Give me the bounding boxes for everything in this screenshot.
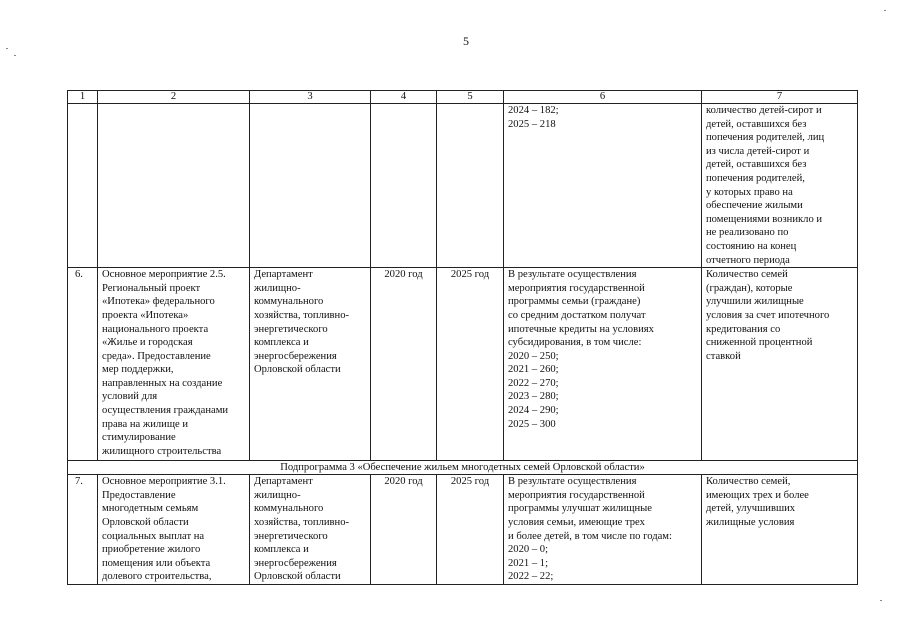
cell-text-line: имеющих трех и более bbox=[706, 489, 809, 501]
cell-text-line: 2025 – 300 bbox=[508, 418, 556, 430]
subprogram-row bbox=[68, 461, 858, 475]
row-number: 6. bbox=[68, 268, 98, 461]
cell-text-line: энергосбережения bbox=[254, 350, 337, 362]
cell-text-line: кредитования со bbox=[706, 323, 781, 335]
row-number: 7. bbox=[68, 475, 98, 585]
cell-text-line: жилищно- bbox=[254, 489, 301, 501]
cell-text-line: среда». Предоставление bbox=[102, 350, 211, 362]
cell-text-line: 2020 – 250; bbox=[508, 350, 559, 362]
cell-text-line: жилищно- bbox=[254, 282, 301, 294]
cell-text-line: 2022 – 22; bbox=[508, 571, 554, 583]
cell-text-line: коммунального bbox=[254, 296, 324, 308]
cell-text-line: Орловской области bbox=[254, 364, 341, 376]
cell-text-line: коммунального bbox=[254, 503, 324, 515]
cell-text-line: 2025 – 218 bbox=[508, 118, 556, 130]
cell-indicator bbox=[702, 104, 858, 268]
column-number-row bbox=[68, 91, 858, 104]
measure-name bbox=[98, 475, 250, 585]
cell-empty bbox=[371, 104, 437, 268]
cell-text-line: приобретение жилого bbox=[102, 544, 201, 556]
cell-text-line: Региональный проект bbox=[102, 282, 201, 294]
cell-empty bbox=[437, 104, 504, 268]
cell-text-line: 2021 – 260; bbox=[508, 364, 559, 376]
column-number: 2 bbox=[98, 91, 250, 104]
cell-text-line: попечения родителей, лиц bbox=[706, 132, 825, 144]
end-year: 2025 год bbox=[437, 268, 504, 461]
measure-name bbox=[98, 268, 250, 461]
cell-text-line: Основное мероприятие 3.1. bbox=[102, 476, 226, 488]
cell-text-line: ипотечные кредиты на условиях bbox=[508, 323, 654, 335]
cell-text-line: помещениями возникло и bbox=[706, 213, 823, 225]
cell-text-line: права на жилище и bbox=[102, 418, 189, 430]
cell-text-line: помещения или объекта bbox=[102, 557, 211, 569]
column-number: 5 bbox=[437, 91, 504, 104]
cell-empty bbox=[68, 104, 98, 268]
cell-text-line: «Жилье и городская bbox=[102, 337, 193, 349]
column-number: 6 bbox=[504, 91, 702, 104]
cell-text-line: 2023 – 280; bbox=[508, 391, 559, 403]
expected-result bbox=[504, 268, 702, 461]
cell-text-line: 2024 – 182; bbox=[508, 105, 559, 116]
cell-text-line: осуществления гражданами bbox=[102, 405, 229, 417]
cell-text-line: 2021 – 1; bbox=[508, 557, 549, 569]
cell-text-line: у которых право на bbox=[706, 186, 793, 198]
table-row-continuation bbox=[68, 104, 858, 268]
cell-text-line: из числа детей-сирот и bbox=[706, 145, 810, 157]
cell-text-line: «Ипотека» федерального bbox=[102, 296, 215, 308]
cell-text-line: энергетического bbox=[254, 323, 328, 335]
cell-text-line: количество детей-сирот и bbox=[706, 105, 822, 116]
cell-text-line: мероприятия государственной bbox=[508, 282, 645, 294]
cell-text-line: сниженной процентной bbox=[706, 337, 813, 349]
cell-text-line: со средним достатком получат bbox=[508, 309, 646, 321]
cell-text-line: мероприятия государственной bbox=[508, 489, 645, 501]
cell-text-line: стимулирование bbox=[102, 432, 176, 444]
column-number: 7 bbox=[702, 91, 858, 104]
measures-table bbox=[67, 90, 858, 585]
cell-text-line: долевого строительства, bbox=[102, 571, 212, 583]
cell-text-line: отчетного периода bbox=[706, 254, 790, 266]
scan-speck bbox=[6, 48, 8, 49]
expected-result bbox=[504, 475, 702, 585]
cell-text-line: 2024 – 290; bbox=[508, 405, 559, 417]
cell-empty bbox=[250, 104, 371, 268]
start-year: 2020 год bbox=[371, 475, 437, 585]
cell-text-line: Предоставление bbox=[102, 489, 176, 501]
page-number: 5 bbox=[463, 34, 469, 48]
cell-text-line: 2020 – 0; bbox=[508, 544, 549, 556]
column-number: 1 bbox=[68, 91, 98, 104]
cell-text-line: (граждан), которые bbox=[706, 282, 793, 294]
cell-text-line: хозяйства, топливно- bbox=[254, 309, 350, 321]
cell-text-line: энергосбережения bbox=[254, 557, 337, 569]
scan-speck bbox=[884, 10, 886, 11]
subprogram-title: Подпрограмма 3 «Обеспечение жильем многодетных семей Орловской области» bbox=[68, 461, 858, 475]
scan-speck bbox=[14, 55, 16, 56]
cell-text-line: мер поддержки, bbox=[102, 364, 174, 376]
cell-text-line: проекта «Ипотека» bbox=[102, 309, 189, 321]
cell-text-line: энергетического bbox=[254, 530, 328, 542]
cell-text-line: комплекса и bbox=[254, 544, 309, 556]
indicator bbox=[702, 475, 858, 585]
indicator bbox=[702, 268, 858, 461]
column-number: 3 bbox=[250, 91, 371, 104]
cell-text-line: многодетным семьям bbox=[102, 503, 199, 515]
scan-speck bbox=[880, 600, 882, 601]
cell-text-line: Количество семей, bbox=[706, 476, 791, 488]
cell-empty bbox=[98, 104, 250, 268]
cell-text-line: программы улучшат жилищные bbox=[508, 503, 652, 515]
column-number: 4 bbox=[371, 91, 437, 104]
cell-text-line: Департамент bbox=[254, 476, 313, 488]
cell-text-line: Орловской области bbox=[254, 571, 341, 583]
cell-text-line: жилищного строительства bbox=[102, 445, 222, 457]
cell-text-line: ставкой bbox=[706, 350, 741, 362]
cell-text-line: В результате осуществления bbox=[508, 476, 637, 488]
cell-text-line: социальных выплат на bbox=[102, 530, 205, 542]
cell-text-line: национального проекта bbox=[102, 323, 209, 335]
cell-text-line: обеспечение жилыми bbox=[706, 200, 803, 212]
cell-text-line: комплекса и bbox=[254, 337, 309, 349]
table-row-7 bbox=[68, 475, 858, 585]
cell-text-line: В результате осуществления bbox=[508, 269, 637, 281]
cell-text-line: детей, оставшихся без bbox=[706, 159, 807, 171]
cell-text-line: жилищные условия bbox=[706, 516, 795, 528]
cell-result bbox=[504, 104, 702, 268]
executor bbox=[250, 475, 371, 585]
cell-text-line: направленных на создание bbox=[102, 377, 223, 389]
cell-text-line: программы семьи (граждане) bbox=[508, 296, 641, 308]
executor bbox=[250, 268, 371, 461]
end-year: 2025 год bbox=[437, 475, 504, 585]
cell-text-line: и более детей, в том числе по годам: bbox=[508, 530, 672, 542]
cell-text-line: хозяйства, топливно- bbox=[254, 516, 350, 528]
start-year: 2020 год bbox=[371, 268, 437, 461]
cell-text-line: субсидирования, в том числе: bbox=[508, 337, 642, 349]
cell-text-line: Основное мероприятие 2.5. bbox=[102, 269, 226, 281]
cell-text-line: 2022 – 270; bbox=[508, 377, 559, 389]
cell-text-line: Орловской области bbox=[102, 516, 189, 528]
cell-text-line: условий для bbox=[102, 391, 158, 403]
cell-text-line: условия за счет ипотечного bbox=[706, 309, 830, 321]
cell-text-line: Департамент bbox=[254, 269, 313, 281]
cell-text-line: состоянию на конец bbox=[706, 240, 797, 252]
cell-text-line: Количество семей bbox=[706, 269, 788, 281]
cell-text-line: детей, улучшивших bbox=[706, 503, 796, 515]
cell-text-line: детей, оставшихся без bbox=[706, 118, 807, 130]
cell-text-line: попечения родителей, bbox=[706, 172, 805, 184]
cell-text-line: условия семьи, имеющие трех bbox=[508, 516, 645, 528]
table-row-6 bbox=[68, 268, 858, 461]
cell-text-line: улучшили жилищные bbox=[706, 296, 804, 308]
cell-text-line: не реализовано по bbox=[706, 227, 789, 239]
